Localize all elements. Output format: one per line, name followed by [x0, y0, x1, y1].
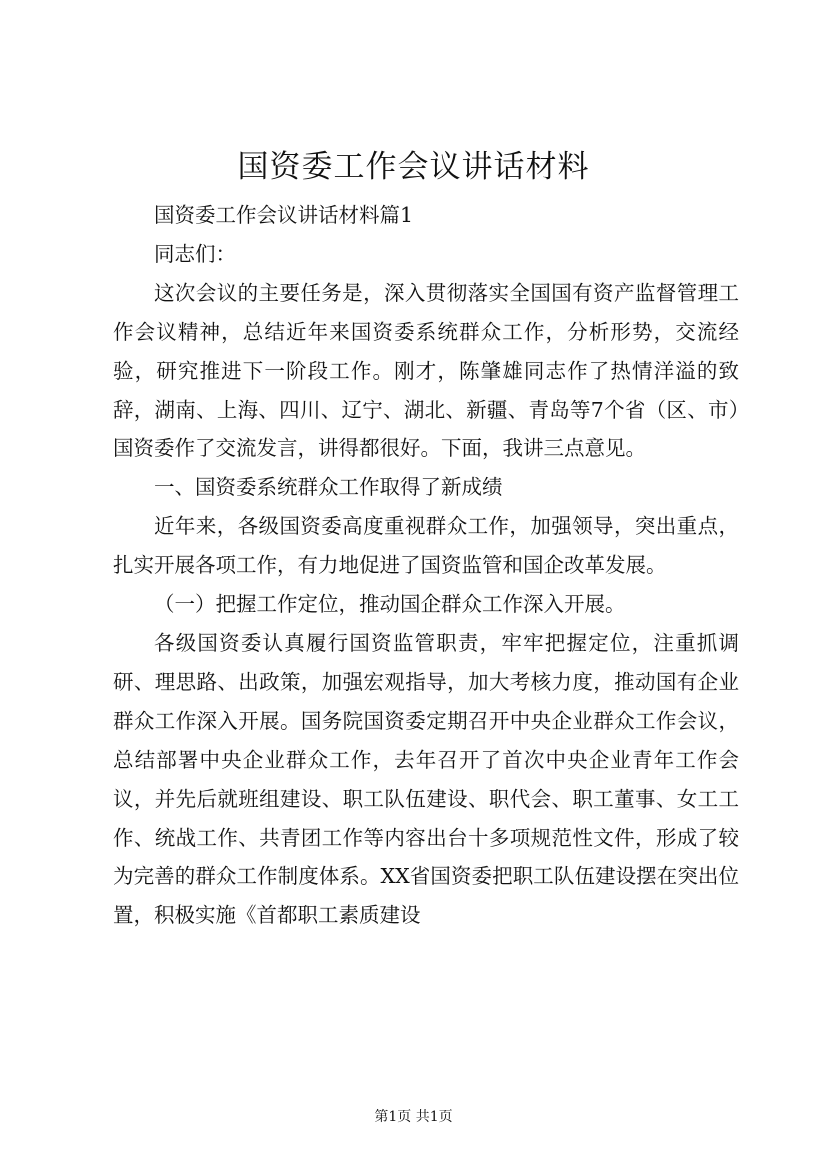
document-title: 国资委工作会议讲话材料	[237, 149, 590, 185]
salutation: 同志们：	[154, 241, 236, 266]
paragraph: 各级国资委认真履行国资监管职责，牢牢把握定位，注重抓调研、理思路、出政策，加强宏观指导，加大考核力度，推动国有企业群众工作深入开展。国务院国资委定期召开中央企业群众工作会议，总结部署中央企业群众工作，去年召开了首次中央企业青年工作会议，并先后就班组建设、职工队伍建设、职代会、职工董事、女工工作、统战工作、共青团工作等内容出台十多项规范性文件，形成了较为完善的群众工作制度体系。XX省国资委把职工队伍建设摆在突出位置，积极实施《首都职工素质建设	[113, 630, 739, 928]
section-heading: 一、国资委系统群众工作取得了新成绩	[154, 475, 503, 500]
paragraph: 近年来，各级国资委高度重视群众工作，加强领导，突出重点，扎实开展各项工作，有力地促进了国资监管和国企改革发展。	[113, 514, 739, 578]
document-body	[113, 196, 739, 935]
page-footer: 第1页 共1页	[374, 1109, 453, 1125]
section-heading: 国资委工作会议讲话材料篇1	[154, 203, 414, 227]
subsection-heading: （一）把握工作定位，推动国企群众工作深入开展。	[154, 592, 626, 617]
paragraph: 这次会议的主要任务是，深入贯彻落实全国国有资产监督管理工作会议精神，总结近年来国资委系统群众工作，分析形势，交流经验，研究推进下一阶段工作。刚才，陈肇雄同志作了热情洋溢的致辞，湖南、上海、四川、辽宁、湖北、新疆、青岛等7个省（区、市）国资委作了交流发言，讲得都很好。下面，我讲三点意见。	[113, 280, 739, 461]
